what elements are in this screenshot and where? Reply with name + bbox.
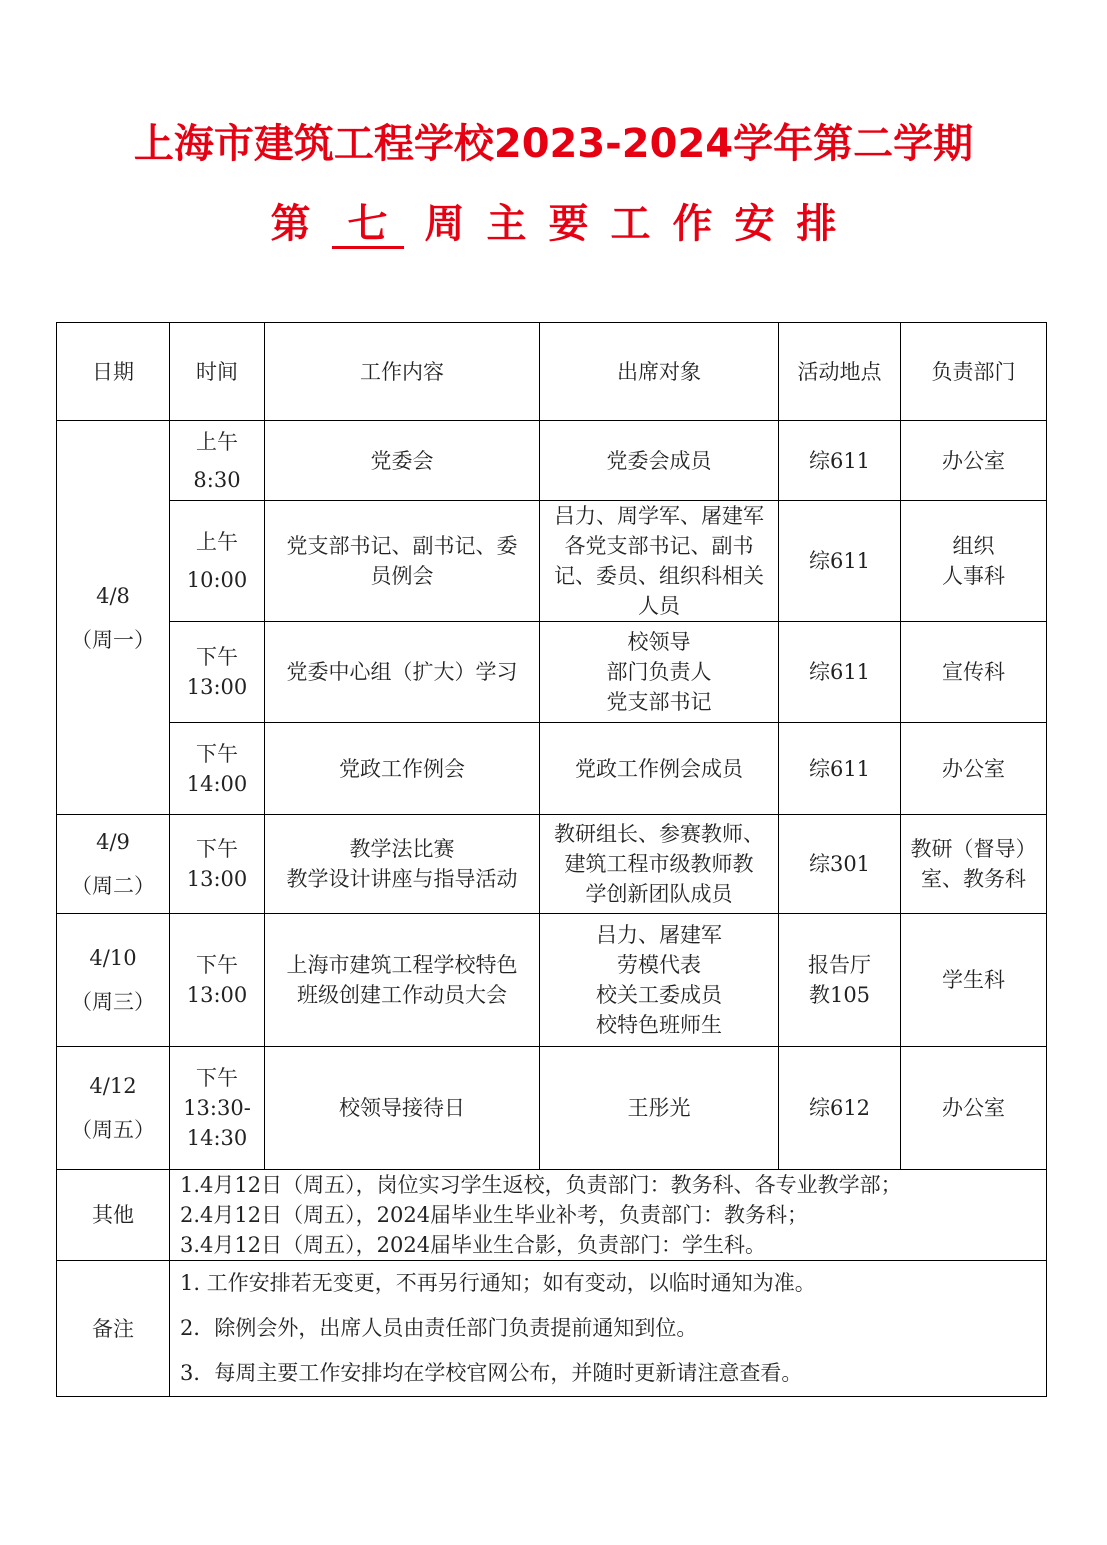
header-date: 日期 (57, 323, 170, 421)
document-subtitle (0, 192, 1107, 249)
content-cell (265, 1047, 540, 1170)
attendees-text: 学创新团队成员 (585, 882, 733, 906)
dept-cell (901, 815, 1047, 914)
time-cell (170, 501, 265, 622)
attendees-text: 党支部书记 (606, 690, 712, 714)
time-cell (170, 723, 265, 815)
time-cell (170, 1047, 265, 1170)
content-text: 党委中心组（扩大）学习 (286, 660, 518, 684)
content-text: 党政工作例会 (339, 756, 465, 781)
weekday-text: （周三） (71, 990, 155, 1014)
dept-text: 办公室 (942, 1096, 1005, 1120)
dept-text: 办公室 (942, 756, 1005, 781)
time-text: 上午 (196, 530, 238, 554)
date-cell (57, 421, 170, 815)
dept-text: 室、教务科 (921, 867, 1026, 891)
dept-cell (901, 723, 1047, 815)
table-row (57, 723, 1047, 815)
location-cell (779, 723, 901, 815)
other-row (57, 1170, 1047, 1261)
schedule-table (56, 322, 1047, 1397)
attendees-text: 党政工作例会成员 (575, 756, 743, 781)
location-text: 综611 (808, 549, 871, 573)
table-row (57, 421, 1047, 501)
table-row (57, 501, 1047, 622)
time-text: 下午 (196, 645, 238, 669)
content-text: 员例会 (370, 564, 434, 588)
header-location: 活动地点 (779, 323, 901, 421)
location-cell (779, 1047, 901, 1170)
content-text: 党委会 (370, 448, 434, 473)
attendees-cell (540, 421, 779, 501)
location-cell (779, 914, 901, 1047)
subtitle-word: 工 (610, 201, 651, 247)
location-text: 教105 (808, 983, 871, 1007)
attendees-text: 王彤光 (627, 1096, 691, 1120)
dept-cell (901, 501, 1047, 622)
attendees-text: 记、委员、组织科相关 (554, 564, 764, 588)
weekday-text: （周五） (71, 1118, 155, 1142)
attendees-text: 各党支部书记、副书 (564, 534, 754, 558)
location-text: 综612 (808, 1096, 871, 1120)
subtitle-word: 安 (734, 201, 775, 247)
attendees-text: 党委会成员 (606, 448, 712, 473)
attendees-text: 人员 (638, 594, 680, 618)
time-cell (170, 421, 265, 501)
location-text: 综611 (808, 660, 871, 684)
content-cell (265, 501, 540, 622)
location-cell (779, 815, 901, 914)
content-text: 上海市建筑工程学校特色 (286, 953, 518, 977)
date-cell (57, 1047, 170, 1170)
location-text: 综301 (808, 852, 871, 876)
location-cell (779, 501, 901, 622)
time-text: 14:30 (186, 1126, 248, 1150)
subtitle-word: 要 (548, 201, 589, 247)
dept-text: 教研（督导） (910, 837, 1037, 861)
attendees-cell (540, 501, 779, 622)
dept-cell (901, 421, 1047, 501)
header-content: 工作内容 (265, 323, 540, 421)
date-cell (57, 914, 170, 1047)
time-text: 14:00 (186, 771, 248, 796)
location-cell (779, 622, 901, 723)
attendees-cell (540, 723, 779, 815)
attendees-text: 校特色班师生 (596, 1013, 722, 1037)
remark-item: 3．每周主要工作安排均在学校官网公布，并随时更新请注意查看。 (180, 1361, 803, 1385)
subtitle-word: 周 (424, 201, 465, 247)
content-text: 校领导接待日 (339, 1096, 465, 1120)
week-number: 七 (332, 202, 404, 249)
dept-cell (901, 914, 1047, 1047)
remarks-label: 备注 (57, 1261, 170, 1397)
remark-item: 2．除例会外，出席人员由责任部门负责提前通知到位。 (180, 1316, 698, 1340)
attendees-text: 建筑工程市级教师教 (564, 852, 754, 876)
content-text: 党支部书记、副书记、委 (286, 534, 518, 558)
attendees-text: 劳模代表 (617, 953, 701, 977)
time-text: 下午 (196, 953, 238, 977)
table-row (57, 1047, 1047, 1170)
other-note: 2.4月12日（周五），2024届毕业生毕业补考，负责部门：教务科； (180, 1203, 809, 1227)
time-cell (170, 622, 265, 723)
date-text: 4/10 (89, 946, 137, 970)
date-cell (57, 815, 170, 914)
header-attendees: 出席对象 (540, 323, 779, 421)
document-title: 上海市建筑工程学校2023-2024学年第二学期 (133, 121, 974, 167)
subtitle-word: 作 (672, 201, 713, 247)
other-note: 1.4月12日（周五），岗位实习学生返校，负责部门：教务科、各专业教学部； (180, 1173, 902, 1197)
time-text: 上午 (196, 429, 238, 454)
dept-text: 人事科 (942, 564, 1005, 588)
location-text: 综611 (808, 756, 871, 781)
content-text: 教学设计讲座与指导活动 (286, 867, 518, 891)
weekday-text: （周一） (71, 627, 155, 652)
date-text: 4/9 (96, 830, 130, 854)
time-text: 下午 (196, 1066, 238, 1090)
attendees-text: 校关工委成员 (596, 983, 722, 1007)
attendees-cell (540, 622, 779, 723)
time-text: 下午 (196, 741, 238, 766)
attendees-cell (540, 815, 779, 914)
time-text: 13:00 (186, 867, 248, 891)
table-row (57, 622, 1047, 723)
content-text: 班级创建工作动员大会 (297, 983, 507, 1007)
time-cell (170, 914, 265, 1047)
dept-text: 学生科 (942, 968, 1005, 992)
remarks-notes (170, 1261, 1047, 1397)
time-text: 下午 (196, 837, 238, 861)
time-text: 13:30- (183, 1096, 251, 1120)
location-cell (779, 421, 901, 501)
time-text: 13:00 (186, 983, 248, 1007)
content-text: 教学法比赛 (349, 837, 455, 861)
attendees-cell (540, 914, 779, 1047)
dept-text: 组织 (952, 534, 995, 558)
date-text: 4/12 (89, 1074, 137, 1098)
table-row (57, 815, 1047, 914)
attendees-text: 吕力、周学军、屠建军 (554, 504, 764, 528)
attendees-text: 校领导 (627, 630, 691, 654)
attendees-cell (540, 1047, 779, 1170)
subtitle-word: 主 (486, 201, 527, 247)
attendees-text: 教研组长、参赛教师、 (554, 822, 764, 846)
time-cell (170, 815, 265, 914)
location-text: 报告厅 (808, 953, 871, 977)
content-cell (265, 914, 540, 1047)
attendees-text: 部门负责人 (606, 660, 712, 684)
table-header-row (57, 323, 1047, 421)
date-text: 4/8 (96, 583, 130, 608)
content-cell (265, 622, 540, 723)
dept-text: 办公室 (942, 448, 1005, 473)
other-notes (170, 1170, 1047, 1261)
other-note: 3.4月12日（周五），2024届毕业生合影，负责部门：学生科。 (180, 1233, 767, 1257)
dept-cell (901, 622, 1047, 723)
weekday-text: （周二） (71, 874, 155, 898)
subtitle-word: 排 (796, 201, 837, 247)
remark-item: 1. 工作安排若无变更，不再另行通知；如有变动，以临时通知为准。 (180, 1271, 816, 1295)
attendees-text: 吕力、屠建军 (596, 923, 722, 947)
time-text: 8:30 (193, 467, 241, 492)
content-cell (265, 815, 540, 914)
other-label: 其他 (57, 1170, 170, 1261)
time-text: 10:00 (186, 568, 248, 592)
table-row (57, 914, 1047, 1047)
subtitle-prefix: 第 (270, 201, 311, 247)
header-time: 时间 (170, 323, 265, 421)
remarks-row (57, 1261, 1047, 1397)
content-cell (265, 421, 540, 501)
header-dept: 负责部门 (901, 323, 1047, 421)
dept-text: 宣传科 (942, 660, 1005, 684)
dept-cell (901, 1047, 1047, 1170)
time-text: 13:00 (186, 675, 248, 699)
content-cell (265, 723, 540, 815)
location-text: 综611 (808, 448, 871, 473)
